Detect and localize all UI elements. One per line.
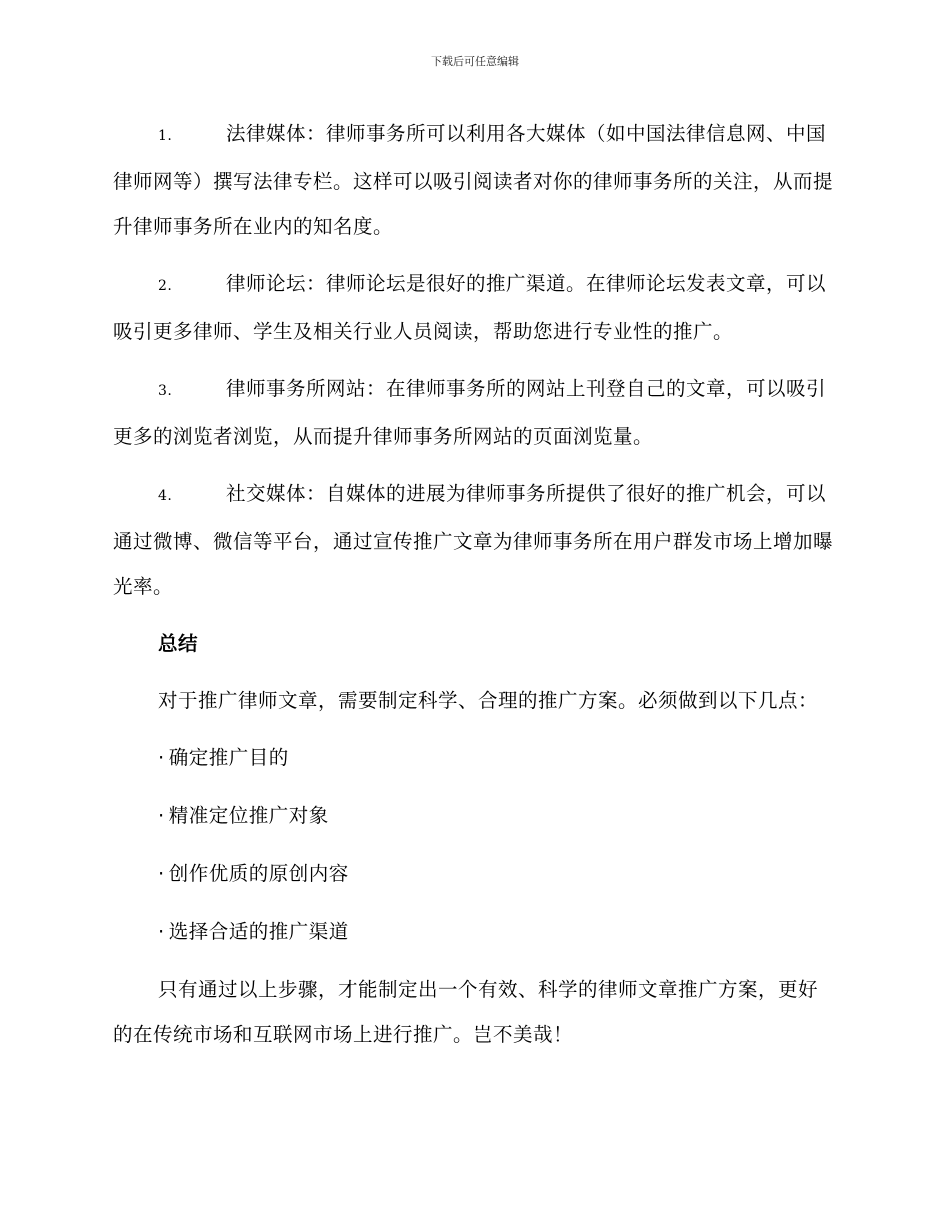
bullet-mark: ·	[158, 804, 165, 827]
bullet-mark: ·	[158, 746, 165, 769]
bullet-item	[113, 793, 833, 838]
list-number: 4.	[158, 488, 173, 504]
document-body	[113, 111, 833, 1069]
list-text: 法律媒体：律师事务所可以利用各大媒体（如中国法律信息网、中国律师网等）撰写法律专栏。这样可以吸引阅读者对你的律师事务所的关注，从而提升律师事务所在业内的知名度。	[113, 122, 834, 238]
summary-conclusion: 只有通过以上步骤，才能制定出一个有效、科学的律师文章推广方案，更好的在传统市场和互联网市场上进行推广。岂不美哉！	[113, 978, 819, 1046]
bullet-text: 创作优质的原创内容	[168, 862, 349, 885]
bullet-mark: ·	[158, 920, 165, 943]
summary-intro: 对于推广律师文章，需要制定科学、合理的推广方案。必须做到以下几点：	[158, 689, 819, 712]
bullet-text: 精准定位推广对象	[168, 804, 329, 827]
bullet-item	[113, 851, 833, 896]
bullet-text: 确定推广目的	[168, 746, 289, 769]
list-item	[113, 366, 833, 459]
list-item	[113, 261, 833, 354]
bullet-item	[113, 735, 833, 780]
bullet-item	[113, 909, 833, 954]
list-text: 社交媒体：自媒体的进展为律师事务所提供了很好的推广机会，可以通过微博、微信等平台，通过宣传推广文章为律师事务所在用户群发市场上增加曝光率。	[113, 482, 834, 598]
list-text: 律师事务所网站：在律师事务所的网站上刊登自己的文章，可以吸引更多的浏览者浏览，从而提升律师事务所网站的页面浏览量。	[113, 377, 827, 448]
list-number: 1.	[158, 128, 173, 144]
list-text: 律师论坛：律师论坛是很好的推广渠道。在律师论坛发表文章，可以吸引更多律师、学生及相关行业人员阅读，帮助您进行专业性的推广。	[113, 272, 827, 343]
list-item	[113, 471, 833, 609]
list-number: 2.	[158, 278, 173, 294]
summary-heading: 总结	[158, 632, 199, 655]
list-item	[113, 111, 833, 249]
bullet-text: 选择合适的推广渠道	[168, 920, 349, 943]
list-number: 3.	[158, 383, 173, 399]
page-header: 下载后可任意编辑	[431, 55, 519, 68]
bullet-mark: ·	[158, 862, 165, 885]
